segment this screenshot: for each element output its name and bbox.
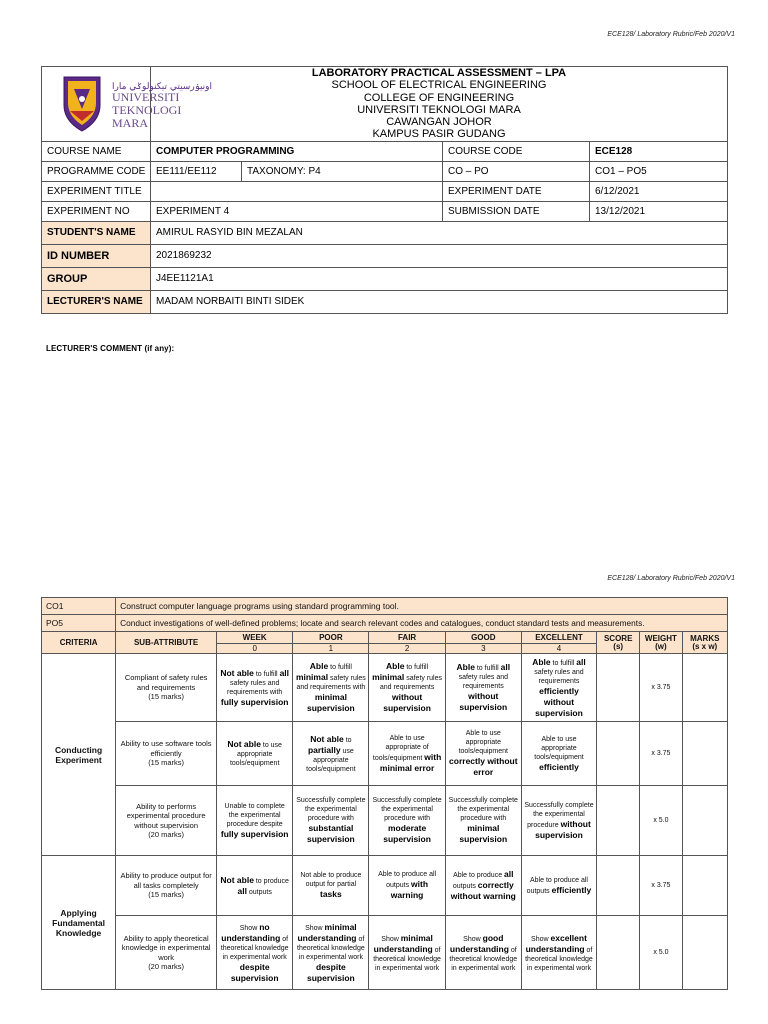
- desc-bold: Able: [532, 656, 551, 667]
- co1-code: CO1: [42, 598, 116, 615]
- sub-attribute: [116, 722, 217, 786]
- desc-bold: all: [500, 662, 511, 672]
- desc-text: to fulfill: [404, 664, 429, 671]
- desc-bold: without supervision: [535, 818, 591, 840]
- desc-text: Successfully complete the experimental procedure with: [448, 797, 518, 822]
- rubric-row: [42, 786, 728, 856]
- desc-bold: tasks: [320, 889, 342, 899]
- co1-description: Construct computer language programs using standard programming tool.: [116, 598, 728, 615]
- marks-cell[interactable]: [682, 856, 727, 916]
- desc-text: Able to produce all outputs: [378, 871, 437, 889]
- desc-text: to fulfill: [328, 664, 352, 671]
- descriptor-poor: [293, 856, 369, 916]
- desc-text: Successfully complete the experimental procedure with: [296, 797, 366, 822]
- programme-code-label: PROGRAMME CODE: [42, 161, 151, 181]
- desc-bold: fully supervision: [220, 828, 289, 839]
- descriptor-poor: [293, 786, 369, 856]
- experiment-no-value: EXPERIMENT 4: [151, 201, 443, 221]
- submission-date-value: 13/12/2021: [590, 201, 728, 221]
- group-value: J4EE1121A1: [151, 267, 728, 290]
- desc-text: of theoretical knowledge in experimental work: [373, 946, 441, 972]
- marks-cell[interactable]: [682, 654, 727, 722]
- level-fair-score: 2: [369, 644, 445, 654]
- page-reference-top: ECE128/ Laboratory Rubric/Feb 2020/V1: [607, 31, 735, 38]
- desc-text: Show: [531, 935, 551, 943]
- rubric-row: [42, 856, 728, 916]
- sub-attribute-header: SUB-ATTRIBUTE: [116, 632, 217, 654]
- descriptor-week: [217, 722, 293, 786]
- criteria-header: CRITERIA: [42, 632, 116, 654]
- weight-cell: x 3.75: [640, 722, 682, 786]
- desc-bold: minimal supervision: [307, 692, 355, 713]
- student-name-value: AMIRUL RASYID BIN MEZALAN: [151, 221, 728, 244]
- desc-text: safety rules and requirements: [458, 674, 508, 690]
- logo-text-line3: MARA: [112, 116, 149, 131]
- co-po-label: CO – PO: [443, 161, 590, 181]
- descriptor-week: [217, 654, 293, 722]
- desc-text: to: [343, 736, 352, 744]
- header-table: [41, 66, 728, 314]
- descriptor-week: [217, 856, 293, 916]
- level-week-header: WEEK: [217, 632, 293, 644]
- desc-text: safety rules and requirements: [534, 668, 584, 685]
- experiment-date-label: EXPERIMENT DATE: [443, 181, 590, 201]
- logo-text-line2: TEKNOLOGI: [112, 103, 182, 118]
- page-reference-mid: ECE128/ Laboratory Rubric/Feb 2020/V1: [607, 575, 735, 582]
- descriptor-week: [217, 916, 293, 990]
- desc-bold: Able: [309, 661, 329, 671]
- desc-bold: Able: [386, 661, 405, 671]
- desc-bold: all: [504, 869, 514, 879]
- rubric-row: [42, 654, 728, 722]
- marks-header: [682, 632, 727, 654]
- score-cell[interactable]: [597, 654, 640, 722]
- descriptor-poor: [293, 722, 369, 786]
- programme-code-value: EE111/EE112: [151, 161, 242, 181]
- desc-bold: Not able: [220, 667, 254, 678]
- score-cell[interactable]: [597, 722, 640, 786]
- logo-arabic-text: اونيۏرسيتي تيكنولوݢي مارا: [112, 82, 213, 93]
- level-poor-header: POOR: [293, 632, 369, 644]
- weight-cell: x 5.0: [640, 786, 682, 856]
- desc-text: to fulfill: [550, 659, 577, 667]
- sub-attribute-text: Ability to use software tools efficiently: [120, 739, 212, 758]
- descriptor-good: [445, 722, 521, 786]
- sub-attribute-text: Compliant of safety rules and requirements: [124, 673, 208, 692]
- header-line-branch: CAWANGAN JOHOR: [386, 116, 492, 129]
- sub-attribute-marks: (20 marks): [148, 830, 185, 839]
- desc-text: of theoretical knowledge in experimental work: [297, 935, 365, 961]
- desc-bold: no understanding: [221, 921, 281, 943]
- descriptor-good: [445, 916, 521, 990]
- desc-text: Able to use appropriate of tools/equipment: [372, 734, 429, 762]
- po5-code: PO5: [42, 615, 116, 632]
- weight-header-label: WEIGHT: [644, 633, 677, 643]
- desc-text: safety rules and requirements with: [296, 675, 366, 691]
- weight-cell: x 3.75: [640, 856, 682, 916]
- header-title-cell: [151, 67, 728, 142]
- descriptor-good: [445, 654, 521, 722]
- score-header-label: SCORE: [603, 633, 633, 643]
- desc-bold: efficiently without supervision: [535, 685, 583, 718]
- lecturer-name-value: MADAM NORBAITI BINTI SIDEK: [151, 290, 728, 313]
- desc-bold: without supervision: [459, 691, 508, 712]
- desc-text: Able to use appropriate tools/equipment: [534, 735, 584, 761]
- descriptor-good: [445, 786, 521, 856]
- desc-text: to produce: [253, 877, 289, 885]
- desc-text: to fulfill: [253, 670, 280, 678]
- experiment-title-label: EXPERIMENT TITLE: [42, 181, 151, 201]
- criteria-conducting-experiment: Conducting Experiment: [42, 654, 116, 856]
- desc-text: outputs: [246, 888, 272, 896]
- level-excellent-header: EXCELLENT: [521, 632, 596, 644]
- desc-bold: efficiently: [551, 884, 592, 895]
- desc-bold: despite supervision: [307, 961, 355, 983]
- desc-bold: with warning: [390, 879, 429, 900]
- desc-text: Successfully complete the experimental procedure: [524, 801, 594, 829]
- id-number-value: 2021869232: [151, 244, 728, 267]
- desc-bold: Not able: [220, 874, 254, 885]
- score-header-sub: (s): [613, 641, 624, 651]
- desc-text: Able to use appropriate tools/equipment: [458, 730, 508, 755]
- descriptor-excellent: [521, 654, 596, 722]
- course-name-value: COMPUTER PROGRAMMING: [151, 141, 443, 161]
- descriptor-fair: [369, 654, 445, 722]
- score-header: [597, 632, 640, 654]
- desc-text: use appropriate tools/equipment: [306, 747, 356, 773]
- desc-bold: fully supervision: [220, 696, 289, 707]
- co-po-value: CO1 – PO5: [590, 161, 728, 181]
- descriptor-excellent: [521, 722, 596, 786]
- desc-text: to fulfill: [474, 665, 501, 672]
- desc-bold: without supervision: [383, 692, 431, 713]
- desc-bold: correctly without warning: [450, 880, 516, 901]
- sub-attribute: [116, 786, 217, 856]
- descriptor-good: [445, 856, 521, 916]
- sub-attribute-marks: (15 marks): [148, 890, 185, 900]
- desc-bold: minimal understanding: [373, 932, 433, 954]
- weight-cell: x 3.75: [640, 654, 682, 722]
- header-line-school: SCHOOL OF ELECTRICAL ENGINEERING: [331, 79, 547, 92]
- rubric-row: [42, 722, 728, 786]
- taxonomy-value: TAXONOMY: P4: [242, 161, 443, 181]
- course-code-label: COURSE CODE: [443, 141, 590, 161]
- weight-header: [640, 632, 682, 654]
- sub-attribute-marks: (15 marks): [148, 758, 185, 768]
- descriptor-excellent: [521, 916, 596, 990]
- logo-cell: [42, 67, 213, 142]
- descriptor-poor: [293, 916, 369, 990]
- desc-bold: Able: [456, 662, 475, 672]
- descriptor-excellent: [521, 856, 596, 916]
- po5-description: Conduct investigations of well-defined problems; locate and search relevant codes and catalogues, conduct standard tests and measurements.: [116, 615, 728, 632]
- sub-attribute: [116, 654, 217, 722]
- desc-bold: partially: [307, 744, 341, 755]
- course-name-label: COURSE NAME: [42, 141, 151, 161]
- lecturer-comment-label: LECTURER'S COMMENT (if any):: [46, 344, 175, 353]
- descriptor-fair: [369, 722, 445, 786]
- desc-text: outputs: [452, 883, 478, 890]
- desc-bold: Not able: [310, 733, 344, 744]
- logo-text-line1: UNIVERSITI: [112, 90, 180, 105]
- rubric-row: [42, 916, 728, 990]
- desc-bold: Not able: [227, 739, 261, 749]
- header-line-college: COLLEGE OF ENGINEERING: [363, 91, 515, 104]
- desc-bold: minimal understanding: [297, 921, 357, 943]
- descriptor-week: [217, 786, 293, 856]
- level-fair-header: FAIR: [369, 632, 445, 644]
- experiment-no-label: EXPERIMENT NO: [42, 201, 151, 221]
- sub-attribute-text: Ability to produce output for all tasks completely: [120, 871, 212, 890]
- desc-bold: with minimal error: [379, 751, 442, 773]
- level-good-header: GOOD: [445, 632, 521, 644]
- score-cell[interactable]: [597, 916, 640, 990]
- descriptor-fair: [369, 856, 445, 916]
- course-code-value: ECE128: [590, 141, 728, 161]
- header-line-campus: KAMPUS PASIR GUDANG: [372, 128, 506, 141]
- group-label: GROUP: [42, 267, 151, 290]
- sub-attribute-text: Ability to apply theoretical knowledge in experimental work: [121, 933, 211, 962]
- marks-cell[interactable]: [682, 722, 727, 786]
- sub-attribute-marks: (15 marks): [148, 692, 185, 702]
- descriptor-fair: [369, 916, 445, 990]
- desc-text: Show: [381, 935, 401, 943]
- desc-bold: minimal supervision: [459, 823, 508, 844]
- weight-header-sub: (w): [655, 641, 667, 651]
- rubric-table: [41, 597, 728, 990]
- desc-text: Unable to complete the experimental procedure despite: [224, 802, 285, 828]
- sub-attribute: [116, 916, 217, 990]
- desc-text: of theoretical knowledge in experimental work: [220, 935, 289, 961]
- experiment-date-value: 6/12/2021: [590, 181, 728, 201]
- desc-bold: minimal: [372, 672, 405, 682]
- descriptor-poor: [293, 654, 369, 722]
- sub-attribute: [116, 856, 217, 916]
- experiment-title-value[interactable]: [151, 181, 443, 201]
- desc-text: to use appropriate tools/equipment: [229, 742, 282, 767]
- desc-text: of theoretical knowledge in experimental work: [525, 946, 593, 972]
- id-number-label: ID NUMBER: [42, 244, 151, 267]
- desc-bold: efficiently: [539, 761, 579, 772]
- desc-bold: all: [576, 656, 586, 667]
- level-good-score: 3: [445, 644, 521, 654]
- marks-header-sub: (s x w): [692, 641, 718, 651]
- submission-date-label: SUBMISSION DATE: [443, 201, 590, 221]
- desc-bold: substantial supervision: [307, 823, 355, 844]
- desc-text: safety rules and requirements: [379, 675, 443, 691]
- desc-text: Able to produce: [453, 872, 505, 879]
- descriptor-excellent: [521, 786, 596, 856]
- desc-bold: moderate supervision: [383, 823, 431, 844]
- score-cell[interactable]: [597, 856, 640, 916]
- score-cell[interactable]: [597, 786, 640, 856]
- desc-bold: correctly without error: [449, 756, 518, 777]
- marks-header-label: MARKS: [690, 633, 720, 643]
- desc-text: Show: [239, 924, 260, 932]
- marks-cell[interactable]: [682, 916, 727, 990]
- desc-text: of theoretical knowledge in experimental work: [449, 946, 518, 972]
- desc-bold: good understanding: [449, 932, 509, 954]
- weight-cell: x 5.0: [640, 916, 682, 990]
- header-line-university: UNIVERSITI TEKNOLOGI MARA: [357, 103, 521, 116]
- sub-attribute-text: Ability to performs experimental procedure without supervision: [126, 801, 206, 830]
- desc-text: Show: [463, 935, 483, 943]
- desc-text: safety rules and requirements with: [227, 679, 283, 696]
- descriptor-fair: [369, 786, 445, 856]
- marks-cell[interactable]: [682, 786, 727, 856]
- desc-bold: excellent understanding: [525, 932, 587, 954]
- student-name-label: STUDENT'S NAME: [42, 221, 151, 244]
- desc-bold: despite supervision: [230, 961, 279, 983]
- criteria-applying-knowledge: Applying Fundamental Knowledge: [42, 856, 116, 990]
- desc-text: Able to produce all outputs: [526, 876, 588, 895]
- level-excellent-score: 4: [521, 644, 596, 654]
- lecturer-name-label: LECTURER'S NAME: [42, 290, 151, 313]
- page-title: LABORATORY PRACTICAL ASSESSMENT – LPA: [311, 67, 567, 79]
- desc-text: Successfully complete the experimental procedure with: [372, 797, 442, 822]
- desc-text: Not able to produce output for partial: [300, 872, 362, 888]
- level-poor-score: 1: [293, 644, 369, 654]
- sub-attribute-marks: (20 marks): [148, 962, 185, 971]
- desc-bold: all: [279, 667, 290, 678]
- desc-bold: all: [237, 885, 247, 896]
- desc-bold: minimal: [295, 672, 329, 682]
- desc-text: Show: [305, 924, 325, 932]
- level-week-score: 0: [217, 644, 293, 654]
